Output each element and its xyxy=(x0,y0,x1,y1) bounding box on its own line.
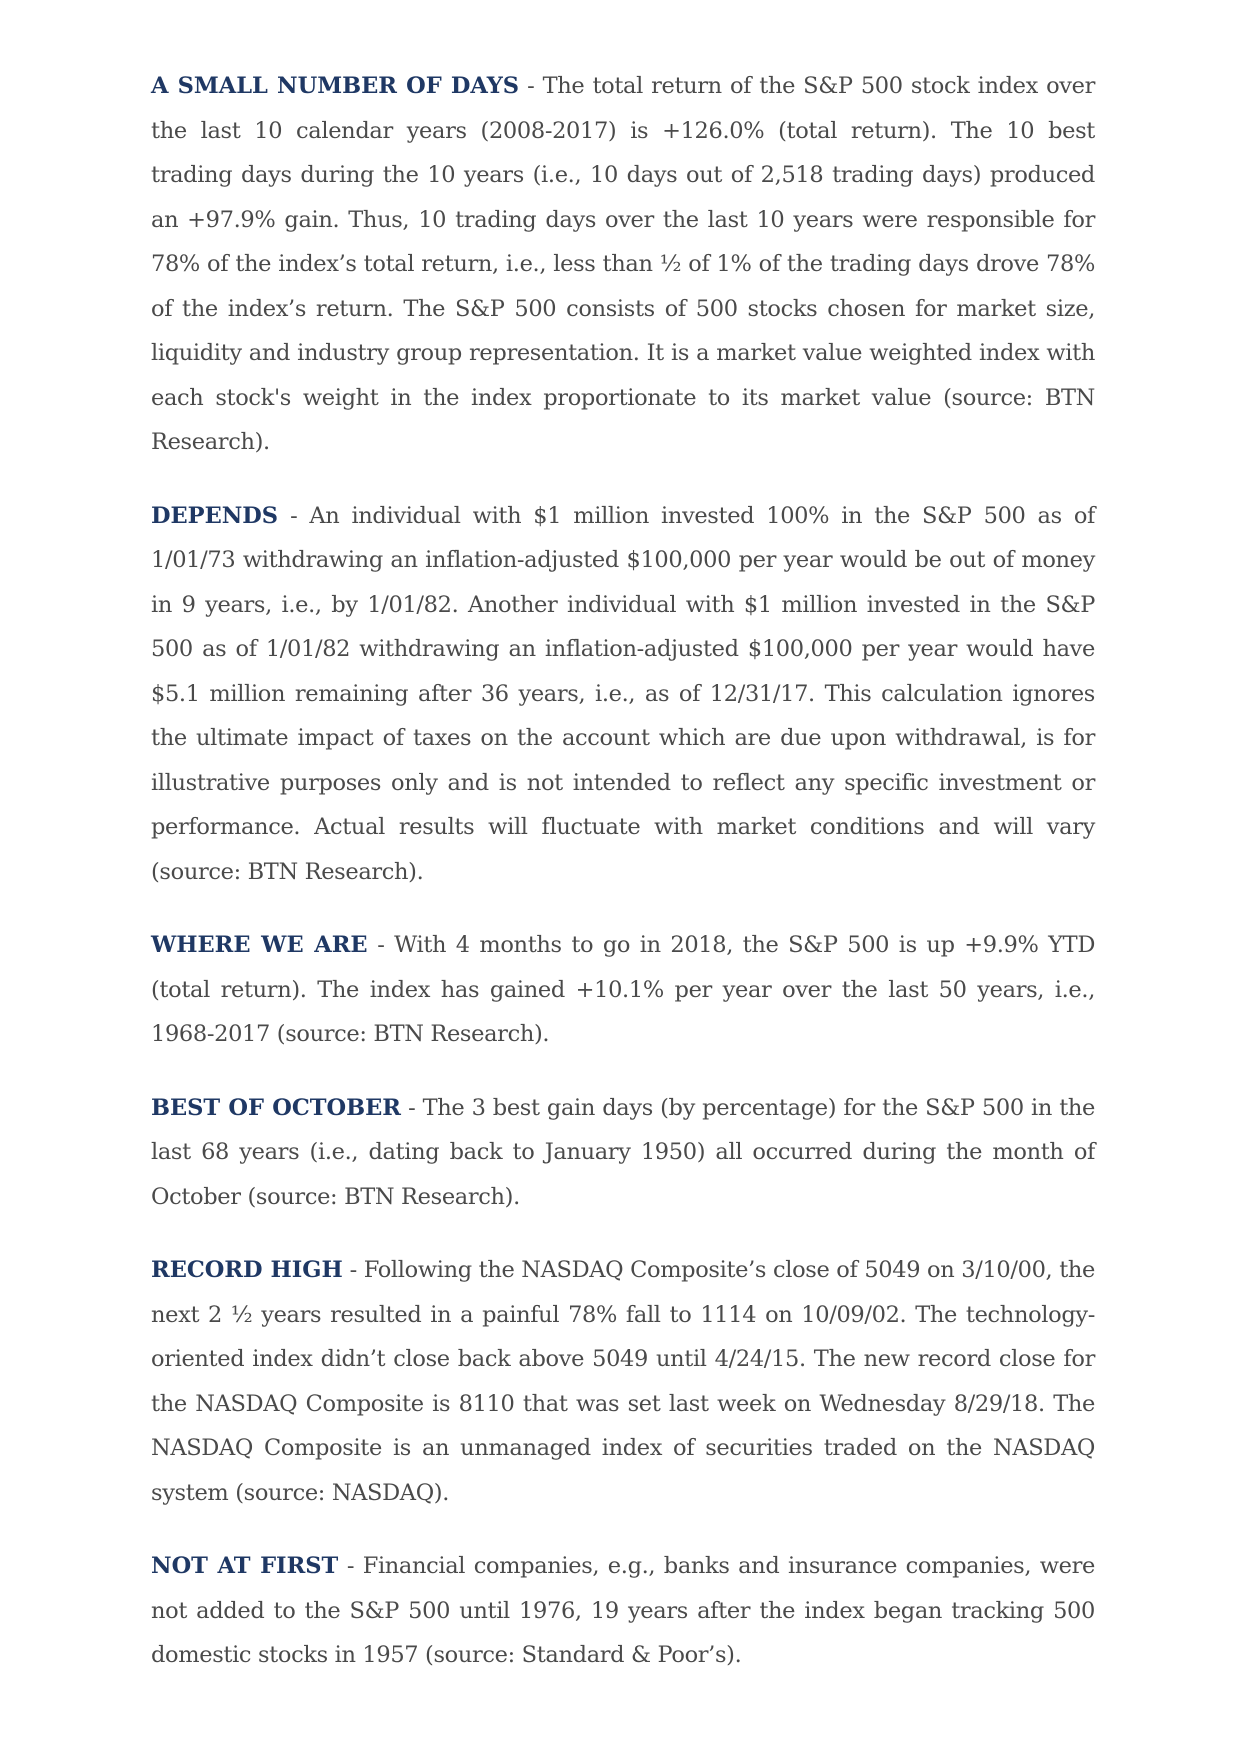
section-body: The 3 best gain days (by percentage) for the S&P 500 in the last 68 years (i.e., dating back to January 1950) all occurred during the month of October (source: BTN Research). xyxy=(151,1094,1095,1210)
section-heading: BEST OF OCTOBER xyxy=(151,1094,401,1121)
section-heading: RECORD HIGH xyxy=(151,1257,343,1283)
newsletter-page xyxy=(151,64,1095,1707)
heading-separator: - xyxy=(519,73,543,99)
section-body: Following the NASDAQ Composite’s close of 5049 on 3/10/00, the next 2 ½ years resulted in a painful 78% fall to 1114 on 10/09/02. The technology-oriented index didn’t close back above 5049 until 4/24/15. The new record close for the NASDAQ Composite is 8110 that was set last week on Wednesday 8/29/18. The NASDAQ Composite is an unmanaged index of securities traded on the NASDAQ system (source: NASDAQ). xyxy=(151,1257,1095,1506)
section-heading: DEPENDS xyxy=(151,502,279,529)
section-body: An individual with $1 million invested 100% in the S&P 500 as of 1/01/73 withdrawing an inflation-adjusted $100,000 per year would be out of money in 9 years, i.e., by 1/01/82. Another individual with $1 million invested in the S&P 500 as of 1/01/82 withdrawing an inflation-adjusted $100,000 per year would have $5.1 million remaining after 36 years, i.e., as of 12/31/17. This calculation ignores the ultimate impact of taxes on the account which are due upon withdrawal, is for illustrative purposes only and is not intended to reflect any specific investment or performance. Actual results will fluctuate with market conditions and will vary (source: BTN Research). xyxy=(151,502,1095,885)
section-heading: WHERE WE ARE xyxy=(151,932,368,958)
section-not-at-first xyxy=(151,1544,1095,1678)
section-heading: A SMALL NUMBER OF DAYS xyxy=(151,73,520,99)
section-body: Financial companies, e.g., banks and insurance companies, were not added to the S&P 500 until 1976, 19 years after the index began tracking 500 domestic stocks in 1957 (source: Standard & Poor’s). xyxy=(151,1553,1095,1668)
heading-separator: - xyxy=(342,1257,364,1283)
heading-separator: - xyxy=(278,502,310,529)
section-record-high xyxy=(151,1248,1095,1515)
section-heading: NOT AT FIRST xyxy=(151,1553,339,1579)
heading-separator: - xyxy=(400,1094,423,1121)
section-small-number-of-days xyxy=(151,64,1095,465)
section-where-we-are xyxy=(151,923,1095,1057)
section-body: With 4 months to go in 2018, the S&P 500 is up +9.9% YTD (total return). The index has gained +10.1% per year over the last 50 years, i.e., 1968-2017 (source: BTN Research). xyxy=(151,932,1096,1047)
section-best-of-october xyxy=(151,1086,1095,1220)
heading-separator: - xyxy=(367,932,395,958)
section-body: The total return of the S&P 500 stock index over the last 10 calendar years (2008-2017) is +126.0% (total return). The 10 best trading days during the 10 years (i.e., 10 days out of 2,518 trading days) produced an +97.9% gain. Thus, 10 trading days over the last 10 years were responsible for 78% of the index’s total return, i.e., less than ½ of 1% of the trading days drove 78% of the index’s return. The S&P 500 consists of 500 stocks chosen for market size, liquidity and industry group representation. It is a market value weighted index with each stock's weight in the index proportionate to its market value (source: BTN Research). xyxy=(151,73,1096,455)
heading-separator: - xyxy=(338,1553,363,1579)
section-depends xyxy=(151,494,1095,895)
